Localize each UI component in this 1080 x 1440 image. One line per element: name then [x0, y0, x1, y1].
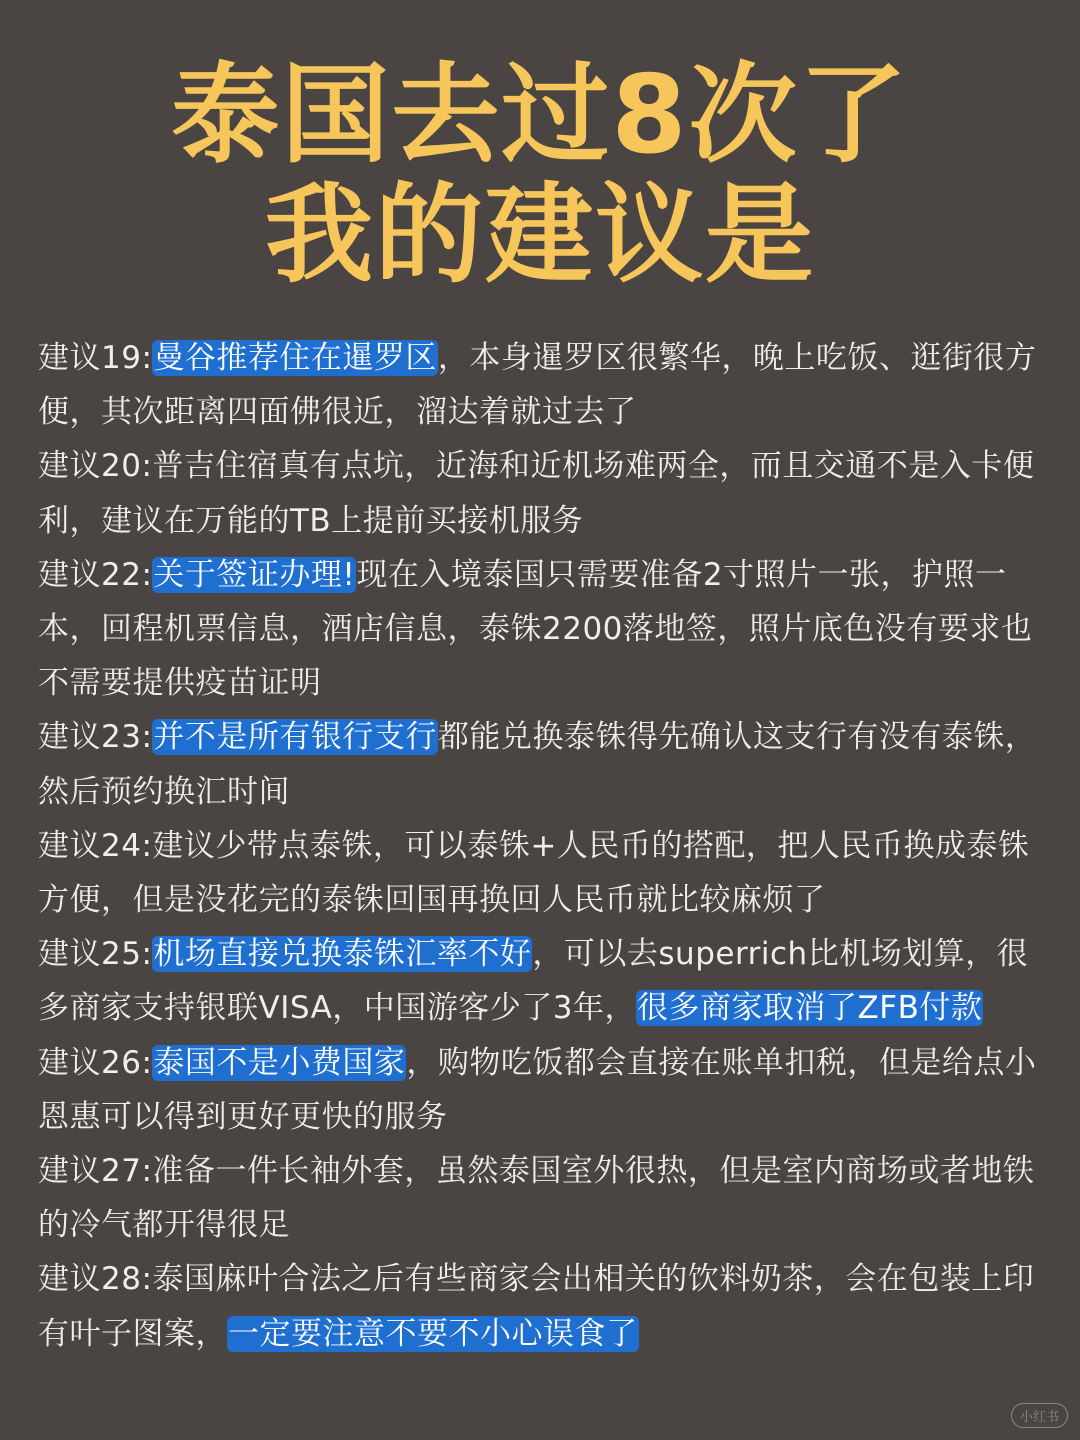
- tip-text: 普吉住宿真有点坑，近海和近机场难两全，而且交通不是入卡便利，建议在万能的TB上提前买接机服务: [38, 448, 1035, 539]
- tip-25: [38, 927, 1042, 1035]
- tip-23: [38, 710, 1042, 818]
- tip-20: [38, 439, 1042, 547]
- tip-label: 建议22:: [38, 556, 153, 593]
- tip-26: [38, 1036, 1042, 1144]
- tip-highlight-2: 很多商家取消了ZFB付款: [637, 990, 983, 1027]
- tip-19: [38, 331, 1042, 439]
- tip-text: 都能兑换泰铢得先确认这支行有没有泰铢，然后预约换汇时间: [38, 719, 1037, 810]
- tip-22: [38, 548, 1042, 711]
- tip-text: 泰国麻叶合法之后有些商家会出相关的饮料奶茶，会在包装上印有叶子图案，: [38, 1261, 1035, 1352]
- tip-label: 建议24:: [38, 827, 153, 864]
- tip-24: [38, 819, 1042, 927]
- tip-text: ，购物吃饭都会直接在账单扣税，但是给点小恩惠可以得到更好更快的服务: [38, 1044, 1037, 1135]
- title-line-1: 泰国去过8次了: [171, 53, 909, 178]
- tip-28: [38, 1252, 1042, 1360]
- title-line-2: 我的建议是: [264, 173, 815, 298]
- tip-label: 建议23:: [38, 719, 153, 756]
- tip-text: 准备一件长袖外套，虽然泰国室外很热，但是室内商场或者地铁的冷气都开得很足: [38, 1153, 1035, 1244]
- tip-27: [38, 1144, 1042, 1252]
- tip-label: 建议28:: [38, 1261, 153, 1298]
- tip-highlight: 机场直接兑换泰铢汇率不好: [153, 936, 532, 973]
- title-block: [0, 53, 1080, 298]
- tip-highlight: 关于签证办理!: [153, 556, 356, 593]
- tip-highlight: 曼谷推荐住在暹罗区: [153, 340, 437, 376]
- tip-label: 建议26:: [38, 1044, 153, 1081]
- tip-highlight: 并不是所有银行支行: [153, 719, 437, 756]
- tip-label: 建议20:: [38, 448, 153, 485]
- tip-text: 现在入境泰国只需要准备2寸照片一张，护照一本，回程机票信息，酒店信息，泰铢2200落地签，照片底色没有要求也不需要提供疫苗证明: [38, 556, 1033, 702]
- tip-highlight: 泰国不是小费国家: [153, 1044, 406, 1081]
- tip-highlight-2: 一定要注意不要不小心误食了: [228, 1315, 638, 1352]
- tips-list: [38, 331, 1042, 1361]
- tip-label: 建议25:: [38, 936, 153, 973]
- watermark-logo: 小红书: [1011, 1403, 1068, 1428]
- tip-text: ，可以去superrich比机场划算，很多商家支持银联VISA，中国游客少了3年，: [38, 936, 1029, 1027]
- tip-label: 建议27:: [38, 1153, 153, 1190]
- tip-label: 建议19:: [38, 340, 153, 376]
- tip-text: ，本身暹罗区很繁华，晚上吃饭、逛街很方便，其次距离四面佛很近，溜达着就过去了: [38, 340, 1037, 431]
- tip-text: 建议少带点泰铢，可以泰铢+人民币的搭配，把人民币换成泰铢方便，但是没花完的泰铢回国再换回人民币就比较麻烦了: [38, 827, 1030, 919]
